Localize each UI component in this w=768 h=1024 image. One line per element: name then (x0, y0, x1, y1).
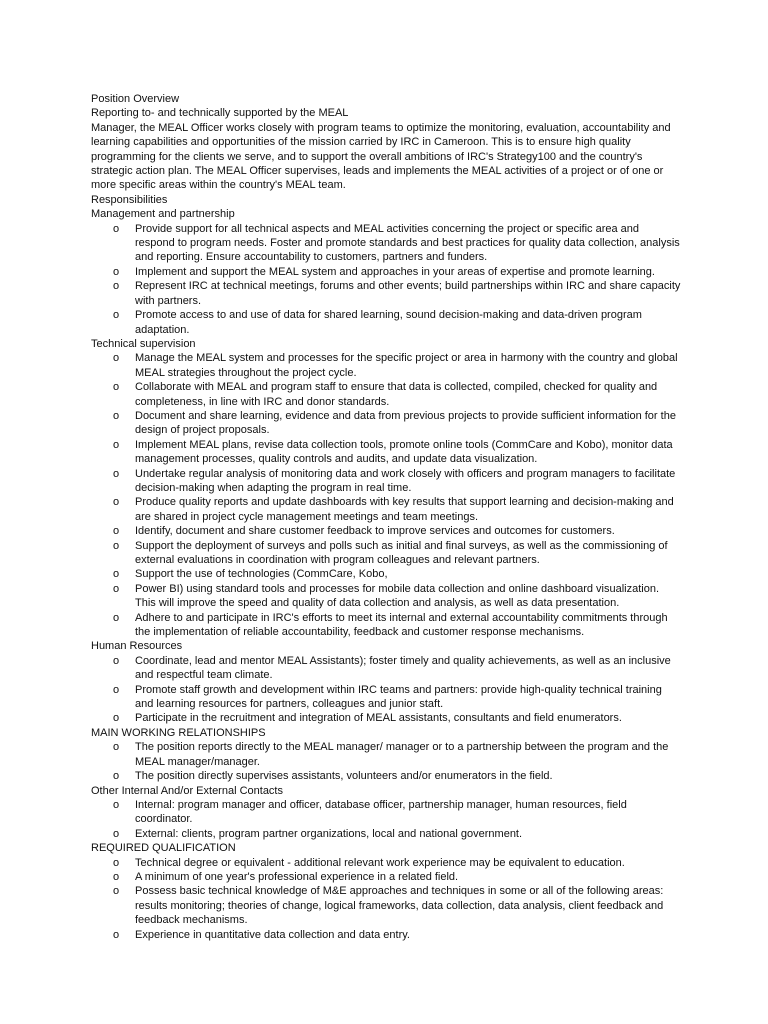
page-title: Position Overview (91, 93, 180, 105)
list-item (91, 740, 681, 769)
list-item-text: Provide support for all technical aspects and MEAL activities concerning the project or specific area and respond to program needs. Foster and promote standards and best practices for quality data collection, analysis and reporting. Ensure accountability to customers, partners and funders. (135, 222, 680, 264)
sections-container (91, 207, 681, 942)
list-item (91, 567, 681, 581)
list-item-text: Technical degree or equivalent - additional relevant work experience may be equivalent to education. (135, 856, 625, 869)
list-item-text: The position directly supervises assistants, volunteers and/or enumerators in the field. (135, 770, 553, 783)
list-item (91, 611, 681, 640)
section-heading: Management and partnership (91, 208, 235, 221)
list-item-text: Implement MEAL plans, revise data collection tools, promote online tools (CommCare and Kobo), monitor data management processes, quality controls and audits, and update data visualization. (135, 438, 673, 466)
list-item (91, 351, 681, 380)
bullet-marker: o (113, 496, 120, 509)
section-heading: MAIN WORKING RELATIONSHIPS (91, 726, 266, 739)
bullet-marker: o (113, 770, 120, 783)
list-item-text: Promote staff growth and development within IRC teams and partners: provide high-quality technical training and learning resources for partners, colleagues and junior staft. (135, 683, 662, 711)
bullet-marker: o (113, 309, 120, 322)
bullet-marker: o (113, 856, 120, 869)
bullet-marker: o (113, 409, 120, 422)
document-body (91, 92, 681, 942)
list-item-text: A minimum of one year's professional experience in a related field. (135, 870, 459, 883)
list-item-text: Possess basic technical knowledge of M&E approaches and techniques in some or all of the following areas: results monitoring; theories of change, logical frameworks, data collection, data analysis, client feedback and feedback mechanisms. (135, 885, 664, 927)
bullet-marker: o (113, 265, 120, 278)
list-item-text: Support the use of technologies (CommCare, Kobo, (135, 568, 388, 581)
list-item-text: Identify, document and share customer feedback to improve services and outcomes for customers. (135, 525, 615, 538)
section-heading: REQUIRED QUALIFICATION (91, 842, 236, 855)
responsibilities-heading: Responsibilities (91, 193, 168, 206)
list-item (91, 524, 681, 538)
list-item (91, 683, 681, 712)
list-item-text: Document and share learning, evidence and data from previous projects to provide sufficient information for the design of project proposals. (135, 409, 676, 437)
list-item (91, 856, 681, 870)
bullet-marker: o (113, 928, 120, 941)
list-item-text: Internal: program manager and officer, database officer, partnership manager, human resources, field coordinator. (135, 798, 627, 826)
bullet-list (91, 856, 681, 942)
list-item (91, 222, 681, 265)
bullet-marker: o (113, 525, 120, 538)
bullet-marker: o (113, 798, 120, 811)
list-item-text: The position reports directly to the MEAL manager/ manager or to a partnership between the program and the MEAL manager/manager. (135, 741, 669, 768)
bullet-marker: o (113, 381, 120, 394)
bullet-marker: o (113, 827, 120, 840)
bullet-marker: o (113, 654, 120, 667)
bullet-marker: o (113, 539, 120, 552)
list-item-text: Promote access to and use of data for shared learning, sound decision-making and data-driven program adaptation. (135, 309, 642, 336)
bullet-marker: o (113, 582, 120, 595)
section-heading: Technical supervision (91, 337, 196, 350)
list-item (91, 380, 681, 409)
bullet-list (91, 222, 681, 337)
list-item (91, 438, 681, 467)
intro-line: Reporting to- and technically supported by the MEAL (91, 107, 349, 120)
list-item-text: Support the deployment of surveys and polls such as initial and final surveys, as well as the commissioning of external evaluations in coordination with program colleagues and relevant partners. (135, 539, 668, 566)
list-item-text: Represent IRC at technical meetings, forums and other events; build partnerships within IRC and share capacity with partners. (135, 280, 681, 307)
bullet-marker: o (113, 352, 120, 365)
list-item (91, 884, 681, 927)
list-item (91, 495, 681, 524)
bullet-list (91, 654, 681, 726)
section-heading: Human Resources (91, 640, 183, 653)
list-item (91, 827, 681, 841)
list-item-text: Coordinate, lead and mentor MEAL Assistants); foster timely and quality achievements, as well as an inclusive and respectful team climate. (135, 654, 671, 682)
list-item-text: Implement and support the MEAL system and approaches in your areas of expertise and promote learning. (135, 265, 655, 278)
bullet-marker: o (113, 222, 120, 235)
list-item (91, 870, 681, 884)
list-item (91, 308, 681, 337)
list-item-text: Adhere to and participate in IRC's efforts to meet its internal and external accountability commitments through the implementation of reliable accountability, feedback and customer response mechanisms. (135, 611, 668, 639)
list-item (91, 582, 681, 611)
list-item-text: Produce quality reports and update dashboards with key results that support learning and decision-making and are shared in project cycle management meetings and team meetings. (135, 496, 674, 523)
list-item-text: Power BI) using standard tools and processes for mobile data collection and online dashboard visualization. This will improve the speed and quality of data collection and analysis, as well as data presentation. (135, 582, 660, 610)
bullet-list (91, 740, 681, 783)
list-item (91, 265, 681, 279)
list-item-text: Manage the MEAL system and processes for the specific project or area in harmony with the country and global MEAL strategies throughout the project cycle. (135, 352, 678, 379)
list-item-text: Participate in the recruitment and integration of MEAL assistants, consultants and field enumerators. (135, 712, 622, 725)
bullet-marker: o (113, 467, 120, 480)
list-item (91, 928, 681, 942)
list-item (91, 654, 681, 683)
intro-paragraph: Manager, the MEAL Officer works closely with program teams to optimize the monitoring, evaluation, accountability and learning capabilities and opportunities of the mission carried by IRC in Cameroon. This is to ensure high quality programming for the clients we serve, and to support the overall ambitions of IRC's Strategy100 and the country's strategic action plan. The MEAL Officer supervises, leads and implements the MEAL activities of a project or of one or more specific areas within the country's MEAL team. (91, 121, 671, 192)
list-item-text: Undertake regular analysis of monitoring data and work closely with officers and program managers to facilitate decision-making when adapting the program in real time. (135, 467, 676, 494)
bullet-marker: o (113, 568, 120, 581)
list-item (91, 467, 681, 496)
list-item-text: External: clients, program partner organizations, local and national government. (135, 827, 523, 840)
list-item-text: Experience in quantitative data collection and data entry. (135, 928, 410, 941)
bullet-marker: o (113, 611, 120, 624)
list-item (91, 711, 681, 725)
list-item (91, 409, 681, 438)
bullet-marker: o (113, 280, 120, 293)
list-item (91, 798, 681, 827)
list-item (91, 539, 681, 568)
bullet-marker: o (113, 741, 120, 754)
bullet-marker: o (113, 870, 120, 883)
bullet-list (91, 351, 681, 639)
list-item (91, 769, 681, 783)
bullet-marker: o (113, 683, 120, 696)
bullet-marker: o (113, 712, 120, 725)
list-item (91, 279, 681, 308)
bullet-marker: o (113, 438, 120, 451)
bullet-marker: o (113, 885, 120, 898)
list-item-text: Collaborate with MEAL and program staff to ensure that data is collected, compiled, checked for quality and completeness, in line with IRC and donor standards. (135, 381, 658, 408)
section-heading: Other Internal And/or External Contacts (91, 784, 283, 797)
bullet-list (91, 798, 681, 841)
